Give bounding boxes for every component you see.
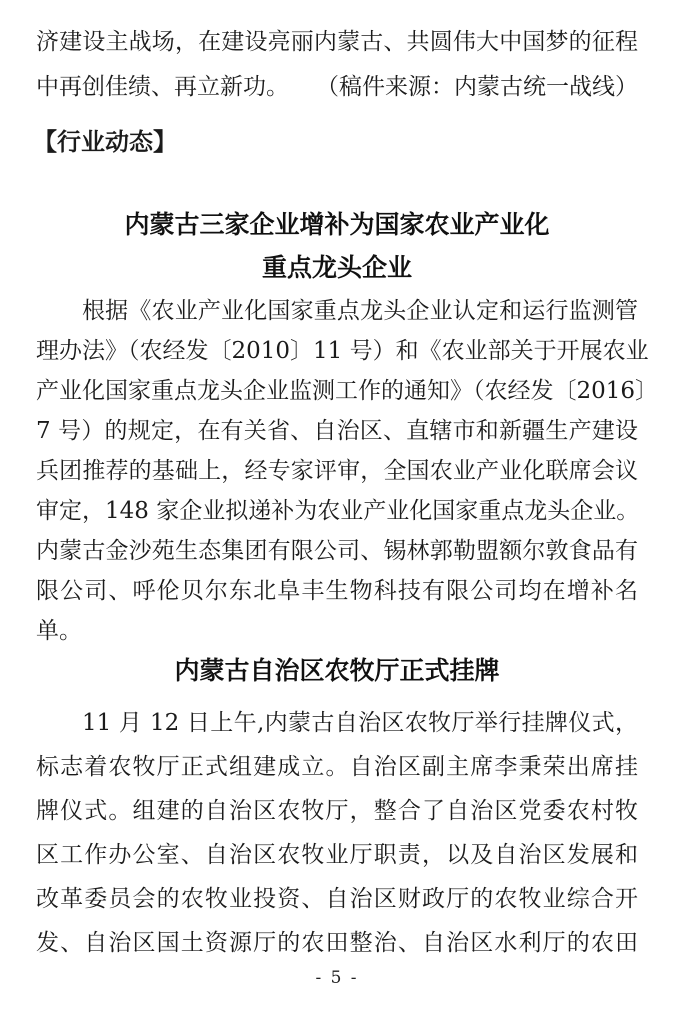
- text-line: 理办法》（农经发〔2010〕11 号）和《农业部关于开展农业: [36, 338, 649, 364]
- text-line: 审定，148 家企业拟递补为农业产业化国家重点龙头企业。: [36, 498, 640, 524]
- text-line: 产业化国家重点龙头企业监测工作的通知》（农经发〔2016〕: [36, 378, 659, 404]
- text-line: 济建设主战场，在建设亮丽内蒙古、共圆伟大中国梦的征程: [36, 29, 638, 55]
- article1-title: [36, 203, 638, 289]
- article1-body: [36, 291, 659, 651]
- text-line: 单。: [36, 618, 82, 644]
- text-line: 发、自治区国土资源厅的农田整治、自治区水利厅的农田: [36, 930, 638, 956]
- article2-body: [36, 701, 638, 965]
- text-line: 内蒙古金沙苑生态集团有限公司、锡林郭勒盟额尔敦食品有: [36, 538, 638, 564]
- article1-title-line2: 重点龙头企业: [261, 253, 412, 282]
- intro-paragraph: [36, 20, 638, 110]
- text-line: 7 号）的规定，在有关省、自治区、直辖市和新疆生产建设: [36, 418, 638, 444]
- text-line: 改革委员会的农牧业投资、自治区财政厅的农牧业综合开: [36, 886, 638, 912]
- text-line: 11 月 12 日上午,内蒙古自治区农牧厅举行挂牌仪式，: [82, 710, 638, 736]
- text-line: 限公司、呼伦贝尔东北阜丰生物科技有限公司均在增补名: [36, 578, 638, 604]
- text-line: 牌仪式。组建的自治区农牧厅，整合了自治区党委农村牧: [36, 798, 638, 824]
- text-line: 根据《农业产业化国家重点龙头企业认定和运行监测管: [82, 298, 638, 324]
- text-line-with-source: [36, 65, 638, 110]
- text-line: 标志着农牧厅正式组建成立。自治区副主席李秉荣出席挂: [36, 754, 638, 780]
- text-line: 兵团推荐的基础上，经专家评审，全国农业产业化联席会议: [36, 458, 638, 484]
- text-line-left: 中再创佳绩、再立新功。: [36, 74, 289, 100]
- section-header: 【行业动态】: [33, 129, 177, 156]
- page-number: - 5 -: [315, 968, 359, 988]
- article2-title: 内蒙古自治区农牧厅正式挂牌: [174, 656, 500, 685]
- source-note: （稿件来源：内蒙古统一战线）: [316, 74, 638, 100]
- article1-title-line1: 内蒙古三家企业增补为国家农业产业化: [124, 210, 550, 239]
- text-line: 区工作办公室、自治区农牧业厅职责，以及自治区发展和: [36, 842, 638, 868]
